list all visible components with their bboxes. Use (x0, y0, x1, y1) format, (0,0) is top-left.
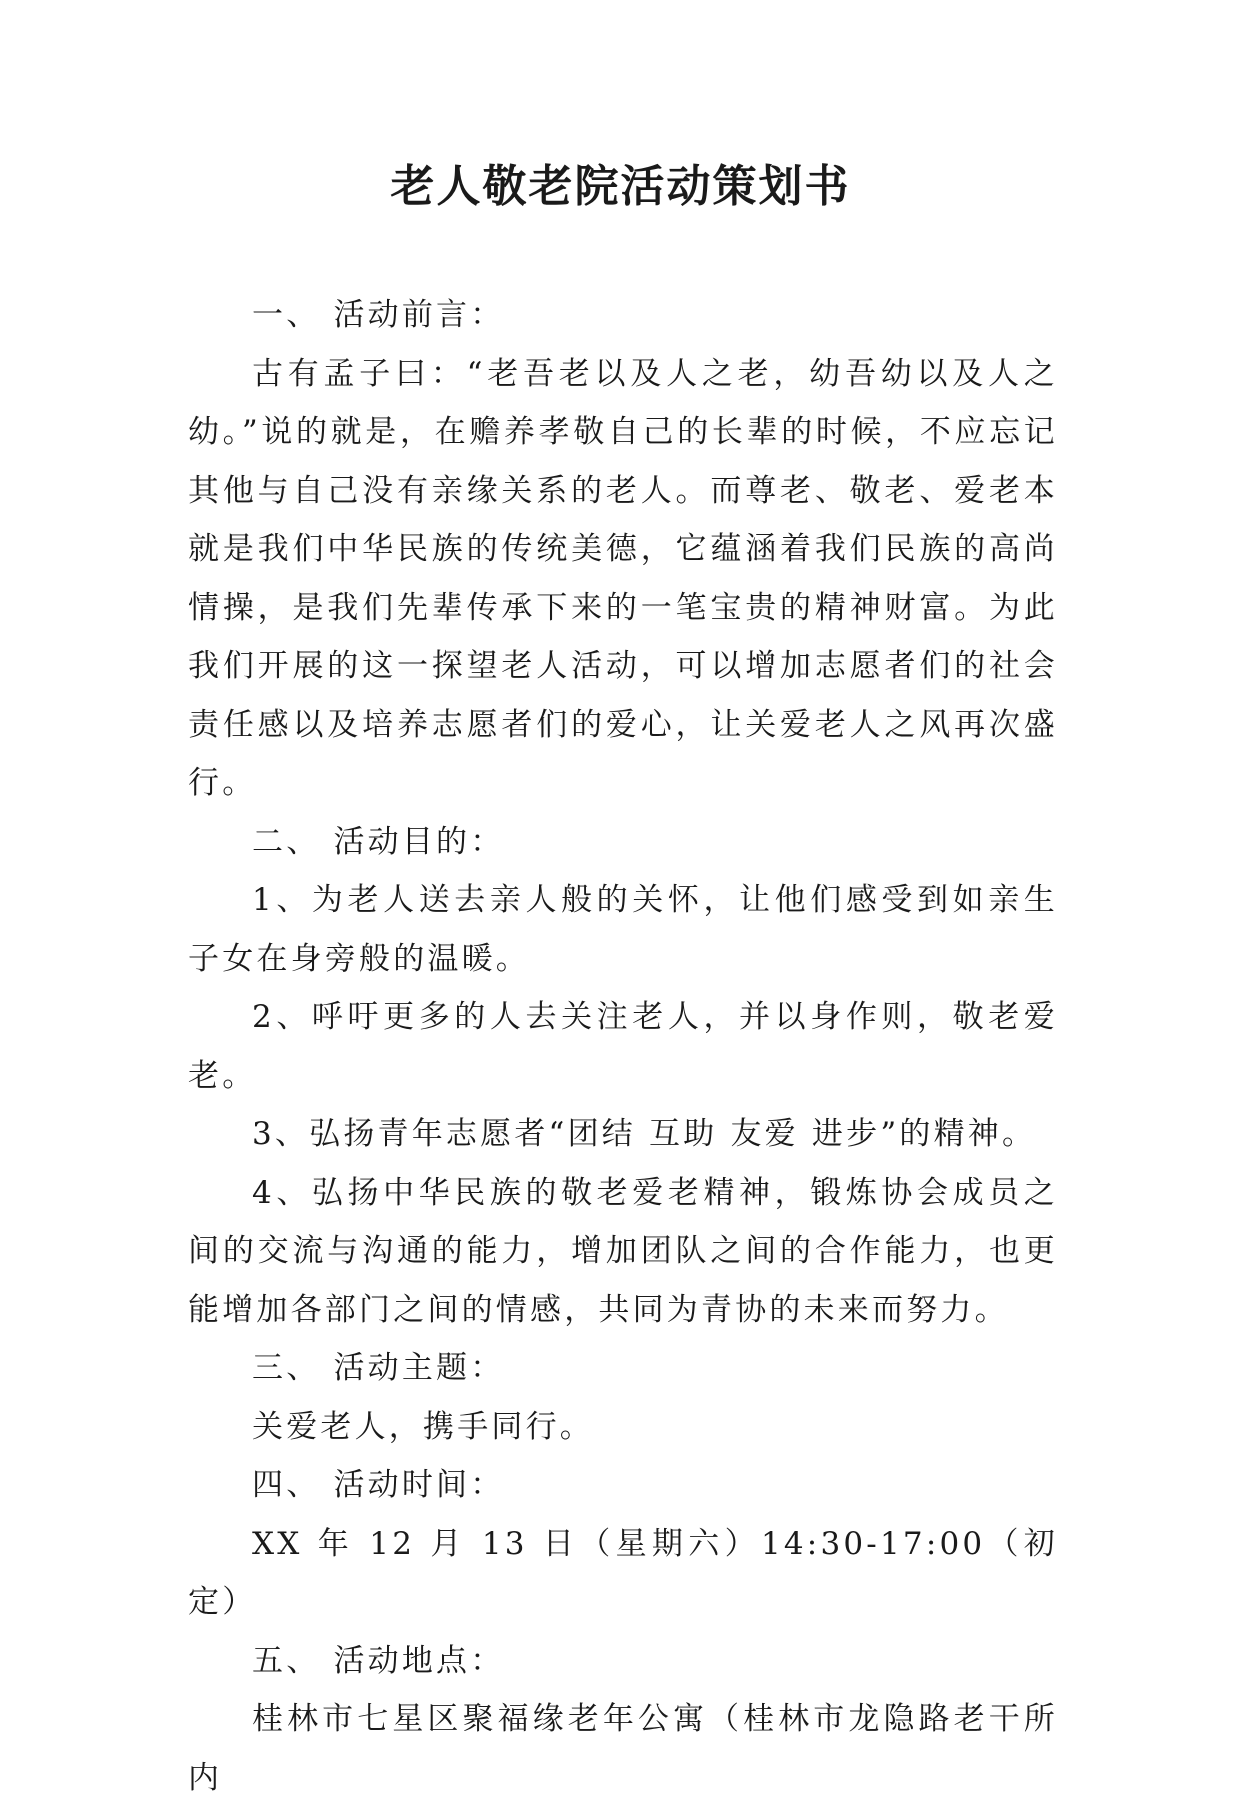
list-item-purpose-4: 4、弘扬中华民族的敬老爱老精神，锻炼协会成员之间的交流与沟通的能力，增加团队之间的合作能力，也更能增加各部门之间的情感，共同为青协的未来而努力。 (188, 1174, 1058, 1328)
document-title: 老人敬老院活动策划书 (390, 161, 851, 212)
paragraph-location: 桂林市七星区聚福缘老年公寓（桂林市龙隐路老干所内 (188, 1701, 1058, 1796)
list-item-purpose-1: 1、为老人送去亲人般的关怀，让他们感受到如亲生子女在身旁般的温暖。 (188, 882, 1058, 977)
list-item-purpose-3: 3、弘扬青年志愿者“团结 互助 友爱 进步”的精神。 (252, 1116, 1037, 1152)
paragraph-preface: 古有孟子曰：“老吾老以及人之老，幼吾幼以及人之幼。”说的就是，在赡养孝敬自己的长辈的时候，不应忘记其他与自己没有亲缘关系的老人。而尊老、敬老、爱老本就是我们中华民族的传统美德，它蕴涵着我们民族的高尚情操，是我们先辈传承下来的一笔宝贵的精神财富。为此我们开展的这一探望老人活动，可以增加志愿者们的社会责任感以及培养志愿者们的爱心，让关爱老人之风再次盛行。 (188, 355, 1058, 801)
section-heading-time: 四、 活动时间： (252, 1467, 505, 1503)
document-body (188, 286, 1058, 1807)
section-heading-purpose: 二、 活动目的： (252, 823, 505, 860)
section-heading-preface: 一、 活动前言： (252, 297, 505, 333)
paragraph-time: XX 年 12 月 13 日（星期六）14:30-17:00（初定） (188, 1525, 1058, 1620)
section-heading-location: 五、 活动地点： (252, 1642, 505, 1679)
section-heading-theme: 三、 活动主题： (252, 1350, 505, 1386)
list-item-purpose-2: 2、呼吁更多的人去关注老人，并以身作则，敬老爱老。 (188, 999, 1058, 1094)
paragraph-theme: 关爱老人，携手同行。 (252, 1408, 594, 1445)
